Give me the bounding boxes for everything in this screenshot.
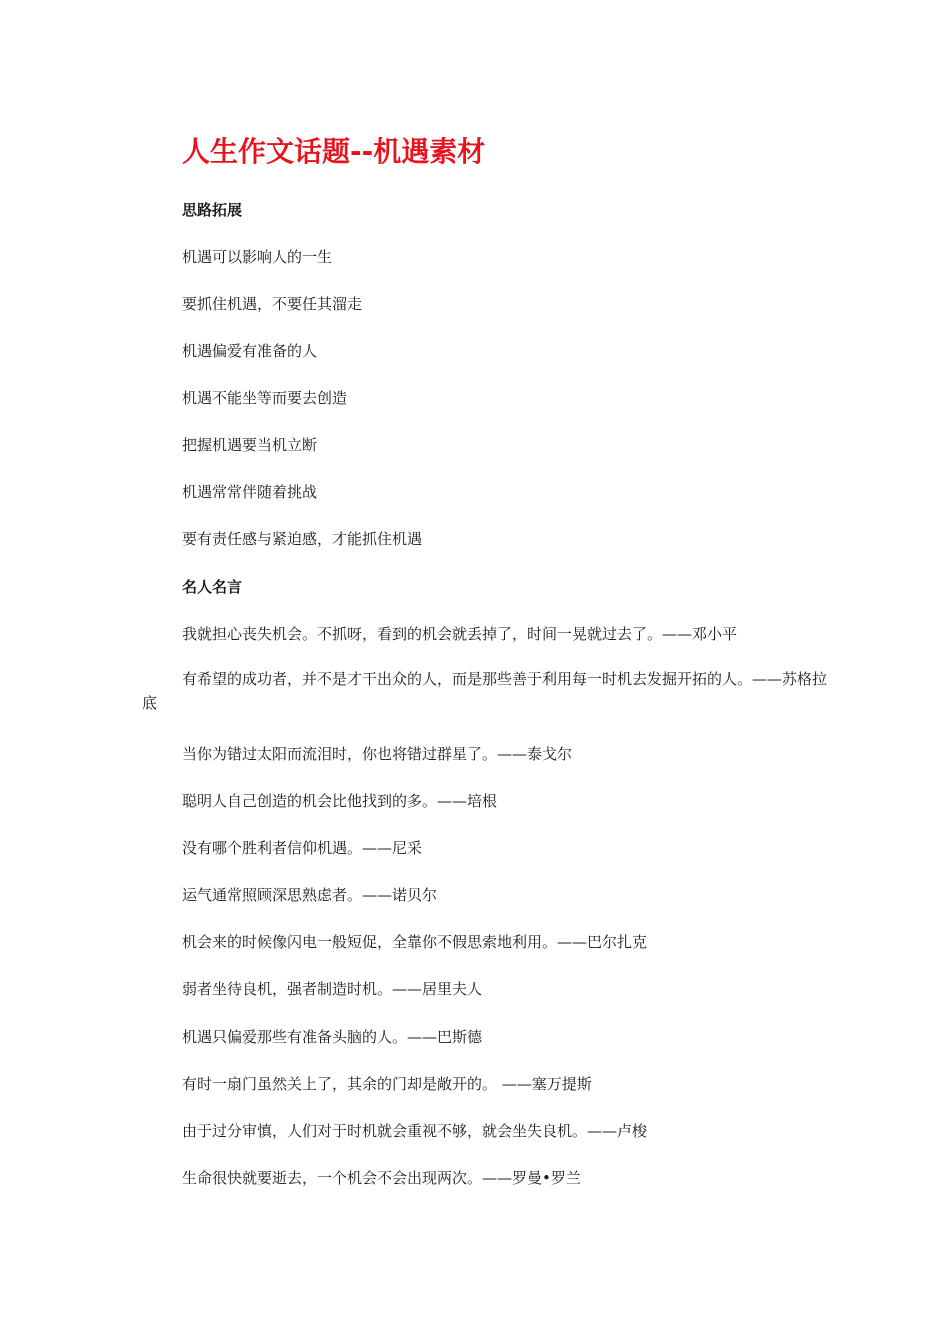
quote-item: 运气通常照顾深思熟虑者。——诺贝尔 [182, 886, 438, 904]
idea-item: 把握机遇要当机立断 [182, 436, 318, 454]
idea-item: 机遇常常伴随着挑战 [182, 483, 318, 501]
quote-item: 有时一扇门虽然关上了，其余的门却是敞开的。 ——塞万提斯 [182, 1075, 592, 1093]
quote-item: 生命很快就要逝去，一个机会不会出现两次。——罗曼•罗兰 [182, 1169, 581, 1187]
idea-item: 机遇偏爱有准备的人 [182, 342, 318, 360]
section-heading-ideas: 思路拓展 [182, 201, 243, 219]
quote-item: 有希望的成功者，并不是才干出众的人，而是那些善于利用每一时机去发掘开拓的人。——苏格拉底 [142, 670, 828, 712]
quote-item: 我就担心丧失机会。不抓呀，看到的机会就丢掉了，时间一晃就过去了。——邓小平 [182, 625, 738, 643]
quote-item: 机会来的时候像闪电一般短促，全靠你不假思索地利用。——巴尔扎克 [182, 933, 648, 951]
quote-item: 弱者坐待良机，强者制造时机。——居里夫人 [182, 980, 483, 998]
idea-item: 机遇不能坐等而要去创造 [182, 389, 348, 407]
quote-item: 当你为错过太阳而流泪时，你也将错过群星了。——泰戈尔 [182, 745, 573, 763]
document-title: 人生作文话题--机遇素材 [182, 135, 486, 168]
quote-item: 没有哪个胜利者信仰机遇。——尼采 [182, 839, 423, 857]
section-heading-quotes: 名人名言 [182, 578, 243, 596]
idea-item: 机遇可以影响人的一生 [182, 248, 333, 266]
idea-item: 要有责任感与紧迫感，才能抓住机遇 [182, 530, 423, 548]
quote-item: 机遇只偏爱那些有准备头脑的人。——巴斯德 [182, 1028, 483, 1046]
quote-item: 由于过分审慎，人们对于时机就会重视不够，就会坐失良机。——卢梭 [182, 1122, 648, 1140]
quote-item: 聪明人自己创造的机会比他找到的多。——培根 [182, 792, 498, 810]
idea-item: 要抓住机遇，不要任其溜走 [182, 295, 363, 313]
